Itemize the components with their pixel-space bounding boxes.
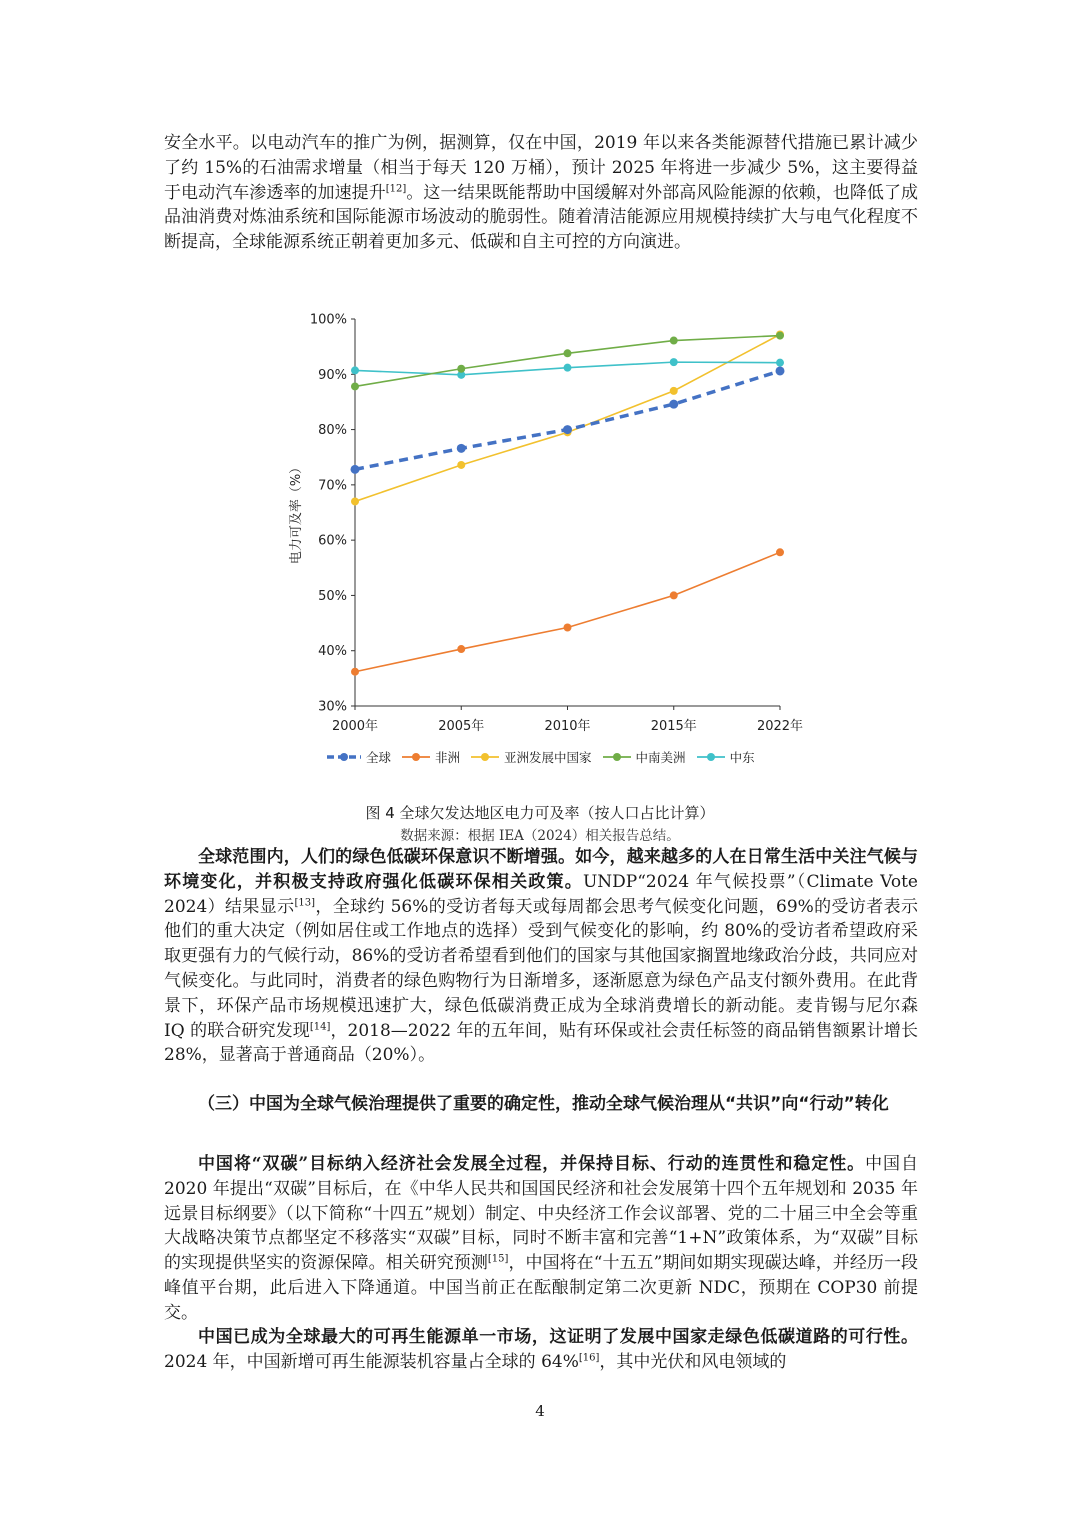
data-point — [776, 366, 785, 375]
data-point — [776, 359, 784, 367]
data-point — [670, 358, 678, 366]
x-tick-label: 2022年 — [756, 719, 804, 734]
legend-swatch — [470, 751, 500, 763]
y-tick-label: 100% — [309, 312, 347, 328]
legend-label: 中东 — [729, 750, 755, 765]
legend-swatch — [326, 751, 362, 763]
paragraph-text: 中国自 2020 年提出“双碳”目标后，在《中华人民共和国国民经济和社会发展第十四个五年规划和 2035 年远景目标纲要》（以下简称“十四五”规划）制定、中央经济工作会议部署、党的二十届三中全会等重大战略决策节点都坚定不移落实“双碳”目标，同时不断丰富和完善“1+N”政策体系，为“双碳”目标的实现提供坚实的资源保障。相关研究预测 — [164, 1154, 918, 1274]
x-tick-label: 2015年 — [650, 719, 697, 734]
y-tick-label: 90% — [318, 367, 347, 383]
legend-item — [696, 748, 755, 766]
citation-ref: [12] — [385, 182, 407, 194]
y-tick-label: 40% — [318, 644, 347, 660]
data-point — [670, 387, 678, 395]
y-tick-label: 80% — [318, 423, 347, 439]
data-point — [670, 337, 678, 345]
citation-ref: [15] — [487, 1253, 509, 1265]
y-tick-label: 30% — [318, 699, 347, 715]
citation-ref: [13] — [294, 896, 315, 908]
figure-source: 数据来源：根据 IEA（2024）相关报告总结。 — [400, 828, 680, 844]
x-tick-label: 2005年 — [438, 719, 485, 734]
series-line-0 — [355, 371, 780, 469]
data-point — [351, 366, 359, 374]
paragraph-bold-lead: 中国将“双碳”目标纳入经济社会发展全过程，并保持目标、行动的连贯性和稳定性。 — [198, 1154, 866, 1174]
series-line-3 — [355, 336, 780, 387]
y-tick-label: 60% — [318, 533, 347, 549]
legend-swatch — [602, 751, 632, 763]
legend-label: 全球 — [366, 750, 392, 765]
chart-legend — [326, 747, 755, 767]
data-point — [351, 668, 359, 676]
data-point — [564, 364, 572, 372]
data-point — [669, 400, 678, 409]
legend-swatch — [401, 751, 431, 763]
paragraph-2 — [164, 845, 918, 1068]
data-point — [670, 591, 678, 599]
legend-label: 中南美洲 — [635, 750, 686, 765]
paragraph-text: ，全球约 56%的受访者每天或每周都会思考气候变化问题，69%的受访者表示他们的重大决定（例如居住或工作地点的选择）受到气候变化的影响，约 80%的受访者希望政府采取更强有力的气候行动，86%的受访者希望看到他们的国家与其他国家搁置地缘政治分歧，共同应对气候变化。与此同时，消费者的绿色购物行为日渐增多，逐渐愿意为绿色产品支付额外费用。在此背景下，环保产品市场规模迅速扩大，绿色低碳消费正成为全球消费增长的新动能。麦肯锡与尼尔森 IQ 的联合研究发现 — [164, 896, 918, 1041]
data-point — [457, 444, 466, 453]
paragraph-bold-lead: 中国已成为全球最大的可再生能源单一市场，这证明了发展中国家走绿色低碳道路的可行性。 — [198, 1327, 918, 1347]
citation-ref: [14] — [309, 1020, 331, 1032]
y-tick-label: 70% — [318, 478, 347, 494]
paragraph-3 — [164, 1152, 918, 1326]
legend-label: 非洲 — [435, 750, 461, 765]
paragraph-4 — [164, 1325, 918, 1375]
paragraph-text: ，中国将在“十五五”期间如期实现碳达峰，并经历一段峰值平台期，此后进入下降通道。中国当前正在酝酿制定第二次更新 NDC，预期在 COP30 前提交。 — [164, 1253, 918, 1323]
paragraph-text: ，2018—2022 年的五年间，贴有环保或社会责任标签的商品销售额累计增长 28%，显著高于普通商品（20%）。 — [164, 1020, 918, 1066]
data-point — [564, 349, 572, 357]
data-point — [563, 425, 572, 434]
data-point — [776, 332, 784, 340]
chart-axes — [288, 313, 803, 735]
legend-item — [326, 748, 391, 766]
paragraph-1 — [164, 131, 918, 255]
figure-caption: 图 4 全球欠发达地区电力可及率（按人口占比计算） — [365, 804, 715, 822]
page-number: 4 — [535, 1402, 545, 1420]
paragraph-text: 。这一结果既能帮助中国缓解对外部高风险能源的依赖，也降低了成品油消费对炼油系统和国际能源市场波动的脆弱性。随着清洁能源应用规模持续扩大与电气化程度不断提高，全球能源系统正朝着更加多元、低碳和自主可控的方向演进。 — [164, 182, 919, 253]
paragraph-text: 安全水平。以电动汽车的推广为例，据测算，仅在中国，2019 年以来各类能源替代措施已累计减少了约 15%的石油需求增量（相当于每天 120 万桶），预计 2025 年将进一步减少 5%，这主要得益于电动汽车渗透率的加速提升 — [164, 133, 918, 203]
series-line-1 — [355, 552, 780, 671]
paragraph-text: UNDP“2024 年气候投票”（Climate Vote 2024）结果显示 — [164, 871, 918, 917]
paragraph-text: 2024 年，中国新增可再生能源装机容量占全球的 64% — [164, 1351, 579, 1372]
x-tick-label: 2010年 — [544, 719, 591, 734]
series-line-2 — [355, 334, 780, 501]
legend-item — [401, 748, 460, 766]
citation-ref: [16] — [578, 1352, 600, 1364]
x-tick-label: 2000年 — [331, 719, 379, 734]
data-point — [351, 465, 360, 474]
data-point — [776, 548, 784, 556]
legend-label: 亚洲发展中国家 — [504, 750, 592, 765]
data-point — [564, 623, 572, 631]
legend-item — [602, 748, 686, 766]
chart-series — [351, 330, 785, 675]
electricity-access-chart — [280, 305, 820, 775]
legend-swatch — [696, 751, 726, 763]
data-point — [351, 497, 359, 505]
paragraph-text: ，其中光伏和风电领域的 — [599, 1351, 787, 1372]
legend-item — [470, 748, 592, 766]
y-tick-label: 50% — [318, 588, 347, 604]
paragraph-bold-lead: 全球范围内，人们的绿色低碳环保意识不断增强。如今，越来越多的人在日常生活中关注气候与环境变化，并积极支持政府强化低碳环保相关政策。 — [164, 847, 918, 892]
data-point — [351, 382, 359, 390]
data-point — [457, 365, 465, 373]
data-point — [457, 461, 465, 469]
data-point — [457, 645, 465, 653]
y-axis-label: 电力可及率（%） — [289, 460, 304, 565]
section-heading: （三）中国为全球气候治理提供了重要的确定性，推动全球气候治理从“共识”向“行动”转化 — [198, 1094, 889, 1114]
